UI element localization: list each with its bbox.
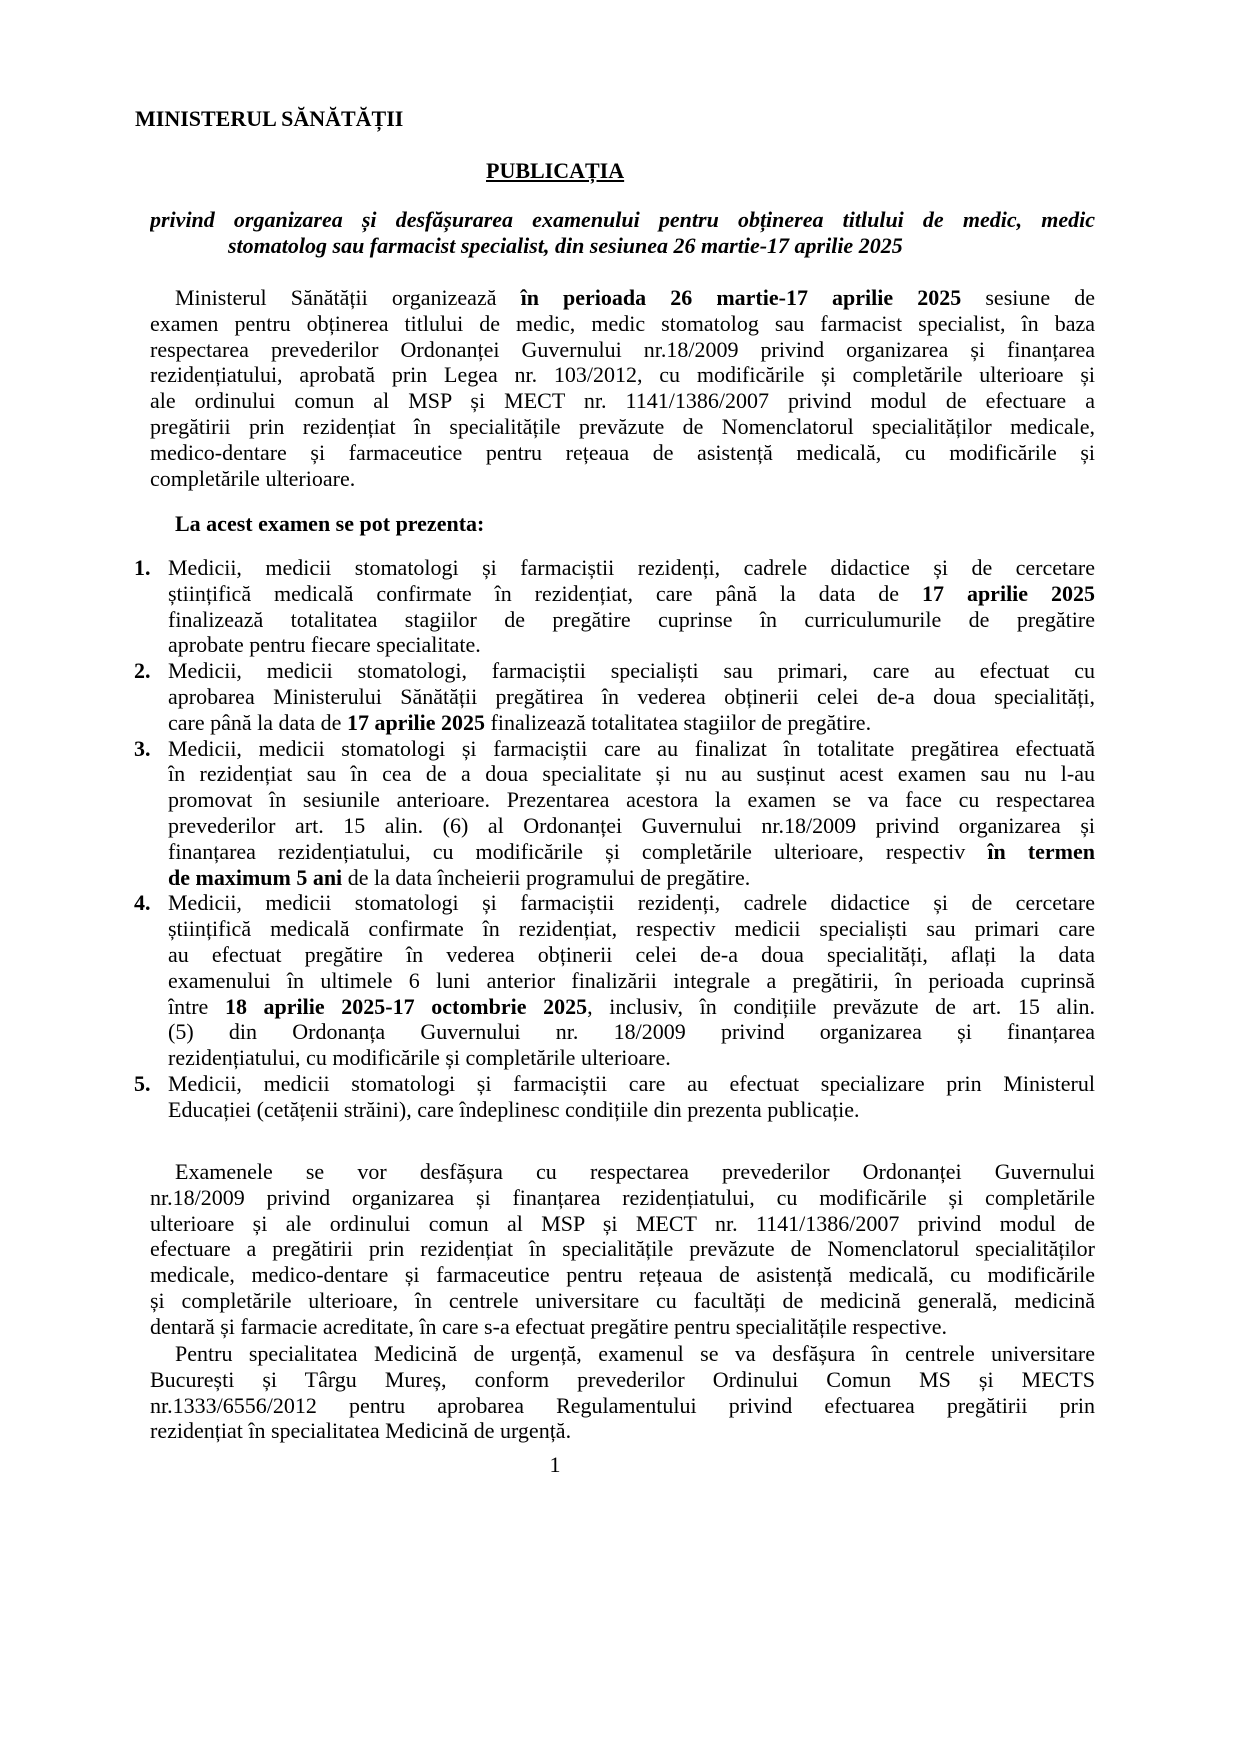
text-line <box>150 414 1095 440</box>
text-segment: rezidențiat în specialitatea Medicină de urgență. <box>150 1418 572 1444</box>
text-segment: Medicii, medicii stomatologi și farmaciștii rezidenți, cadrele didactice și de cercetare <box>168 890 1095 916</box>
text-segment: pregătirii prin rezidențiat în specialitățile prevăzute de Nomenclatorul specialităților medicale, <box>150 413 1095 439</box>
page-number: 1 <box>549 1452 561 1477</box>
text-segment: ulterioare și ale ordinului comun al MSP și MECT nr. 1141/1386/2007 privind modul de <box>150 1210 1095 1236</box>
text-segment: dentară și farmacie acreditate, în care s-a efectuat pregătire pentru specialitățile respective. <box>150 1313 948 1339</box>
intro-paragraph <box>150 285 1095 491</box>
eligibility-heading: La acest examen se pot prezenta: <box>175 511 485 536</box>
text-line <box>150 1393 1095 1419</box>
text-line <box>150 1314 1095 1340</box>
text-line <box>150 388 1095 414</box>
text-segment: în rezidențiat sau în cea de a doua specialitate și nu au susținut acest examen sau nu l-au <box>168 761 1095 787</box>
text-line <box>168 684 1095 710</box>
text-line <box>168 839 1095 865</box>
document-subtitle <box>150 207 1095 259</box>
text-segment: (5) din Ordonanța Guvernului nr. 18/2009 privind organizarea și finanțarea <box>168 1019 1095 1045</box>
list-item <box>134 1070 1095 1123</box>
text-segment: între <box>168 993 225 1019</box>
text-line <box>168 1097 1095 1123</box>
text-line <box>168 968 1095 994</box>
list-item <box>134 890 1095 1071</box>
text-segment: finalizează totalitatea stagiilor de pregătire cuprinse în curriculumurile de pregătire <box>168 606 1095 632</box>
text-segment: Medicii, medicii stomatologi și farmaciștii rezidenți, cadrele didactice și de cercetare <box>168 555 1095 580</box>
text-line <box>150 1185 1095 1211</box>
list-item-number: 1. <box>134 555 151 580</box>
text-segment: și completările ulterioare, în centrele universitare cu facultăți de medicină generală, medicină <box>150 1287 1095 1313</box>
text-segment: științifică medicală confirmate în rezidențiat, care până la data de <box>168 580 923 606</box>
text-segment: ale ordinului comun al MSP și MECT nr. 1141/1386/2007 privind modul de efectuare a <box>150 388 1095 414</box>
eligibility-list <box>134 555 1095 1123</box>
text-line <box>168 1019 1095 1045</box>
text-line <box>150 1211 1095 1237</box>
text-line <box>168 607 1095 633</box>
text-segment: au efectuat pregătire în vederea obținerii celei de-a doua specialități, aflați la data <box>168 941 1095 967</box>
text-line <box>168 890 1095 916</box>
text-segment: științifică medicală confirmate în rezidențiat, respectiv medicii specialiști sau primari care <box>168 916 1095 942</box>
emergency-medicine-paragraph <box>150 1341 1095 1444</box>
list-item-number: 4. <box>134 890 151 916</box>
text-line <box>168 942 1095 968</box>
text-segment: aprobarea Ministerului Sănătății pregătirea în vederea obținerii celei de-a doua specialități, <box>168 683 1095 709</box>
text-segment: respectarea prevederilor Ordonanței Guvernului nr.18/2009 privind organizarea și finanțarea <box>150 336 1095 362</box>
text-segment: medico-dentare și farmaceutice pentru rețeaua de asistență medicală, cu modificările și <box>150 439 1095 465</box>
list-item-number: 5. <box>134 1070 151 1096</box>
list-item <box>134 658 1095 735</box>
text-segment: București și Târgu Mureș, conform prevederilor Ordinului Comun MS și MECTS <box>150 1366 1095 1392</box>
text-segment: rezidențiatului, aprobată prin Legea nr. 103/2012, cu modificările și completările ulterioare și <box>150 362 1095 388</box>
text-segment: , inclusiv, în condițiile prevăzute de art. 15 alin. <box>587 993 1095 1019</box>
subtitle-line: privind organizarea și desfășurarea examenului pentru obținerea titlului de medic, medic <box>150 207 1095 232</box>
text-segment: nr.1333/6556/2012 pentru aprobarea Regulamentului privind efectuarea pregătirii prin <box>150 1392 1095 1418</box>
subtitle-line: stomatolog sau farmacist specialist, din sesiunea 26 martie-17 aprilie 2025 <box>228 232 903 258</box>
text-segment: aprobate pentru fiecare specialitate. <box>168 632 481 658</box>
text-line <box>150 285 1095 311</box>
text-line <box>150 466 1095 492</box>
text-line <box>168 916 1095 942</box>
text-line <box>150 1418 1095 1444</box>
text-line <box>168 994 1095 1020</box>
text-line <box>150 1367 1095 1393</box>
text-line <box>150 337 1095 363</box>
text-segment: care până la data de <box>168 709 347 735</box>
text-segment: Examenele se vor desfășura cu respectarea prevederilor Ordonanței Guvernului <box>175 1159 1095 1184</box>
text-line <box>168 658 1095 684</box>
bold-text: 17 aprilie 2025 <box>346 709 486 735</box>
text-line <box>168 736 1095 762</box>
text-segment: Educației (cetățenii străini), care îndeplinesc condițiile din prezenta publicație. <box>168 1096 860 1122</box>
bold-text: în perioada 26 martie-17 aprilie 2025 <box>520 285 962 310</box>
text-line <box>168 813 1095 839</box>
text-line <box>168 581 1095 607</box>
text-segment: finalizează totalitatea stagiilor de pregătire. <box>485 709 872 735</box>
text-segment: examen pentru obținerea titlului de medic, medic stomatolog sau farmacist specialist, în baza <box>150 310 1095 336</box>
list-item <box>134 735 1095 891</box>
text-line <box>150 1341 1095 1367</box>
text-segment: Medicii, medicii stomatologi, farmaciștii specialiști sau primari, care au efectuat cu <box>168 658 1095 684</box>
list-item-number: 2. <box>134 658 151 684</box>
ministry-heading: MINISTERUL SĂNĂTĂȚII <box>135 106 404 131</box>
text-line <box>168 710 1095 736</box>
text-line <box>168 1045 1095 1071</box>
text-segment: de la data încheierii programului de pregătire. <box>342 864 751 890</box>
text-segment: nr.18/2009 privind organizarea și finanțarea rezidențiatului, cu modificările și completările <box>150 1184 1095 1210</box>
text-segment: Medicii, medicii stomatologi și farmaciștii care au efectuat specializare prin Ministerul <box>168 1070 1095 1096</box>
list-item <box>134 555 1095 658</box>
text-line <box>168 787 1095 813</box>
text-segment: promovat în sesiunile anterioare. Prezentarea acestora la examen se va face cu respectarea <box>168 787 1095 813</box>
bold-text: de maximum 5 ani <box>168 864 343 890</box>
exam-location-paragraph <box>150 1159 1095 1340</box>
text-line <box>150 1288 1095 1314</box>
text-segment: rezidențiatului, cu modificările și completările ulterioare. <box>168 1045 671 1071</box>
bold-text: 18 aprilie 2025-17 octombrie 2025 <box>224 993 588 1019</box>
text-line <box>150 362 1095 388</box>
text-segment: completările ulterioare. <box>150 465 356 491</box>
text-line <box>150 1236 1095 1262</box>
document-title: PUBLICAȚIA <box>486 158 625 183</box>
text-line <box>168 1071 1095 1097</box>
text-segment: examenului în ultimele 6 luni anterior finalizării integrale a pregătirii, în perioada cuprinsă <box>168 967 1095 993</box>
text-line <box>150 1159 1095 1185</box>
text-line <box>150 311 1095 337</box>
text-segment: sesiune de <box>961 285 1095 310</box>
text-segment: Ministerul Sănătății organizează <box>175 285 521 310</box>
bold-text: 17 aprilie 2025 <box>922 580 1095 606</box>
text-line <box>150 1262 1095 1288</box>
text-segment: prevederilor art. 15 alin. (6) al Ordonanței Guvernului nr.18/2009 privind organizarea și <box>168 812 1095 838</box>
text-segment: efectuare a pregătirii prin rezidențiat în specialitățile prevăzute de Nomenclatorul specialităților <box>150 1236 1095 1262</box>
text-line <box>168 865 1095 891</box>
text-segment: Pentru specialitatea Medicină de urgență, examenul se va desfășura în centrele universitare <box>175 1341 1095 1366</box>
text-segment: Medicii, medicii stomatologi și farmaciștii care au finalizat în totalitate pregătirea efectuată <box>168 735 1095 761</box>
text-segment: medicale, medico-dentare și farmaceutice pentru rețeaua de asistență medicală, cu modificările <box>150 1262 1095 1288</box>
list-item-number: 3. <box>134 735 151 761</box>
text-segment: finanțarea rezidențiatului, cu modificările și completările ulterioare, respectiv <box>168 838 988 864</box>
text-line <box>168 632 1095 658</box>
text-line <box>168 761 1095 787</box>
text-line <box>150 440 1095 466</box>
bold-text: în termen <box>987 838 1095 864</box>
text-line <box>168 555 1095 581</box>
